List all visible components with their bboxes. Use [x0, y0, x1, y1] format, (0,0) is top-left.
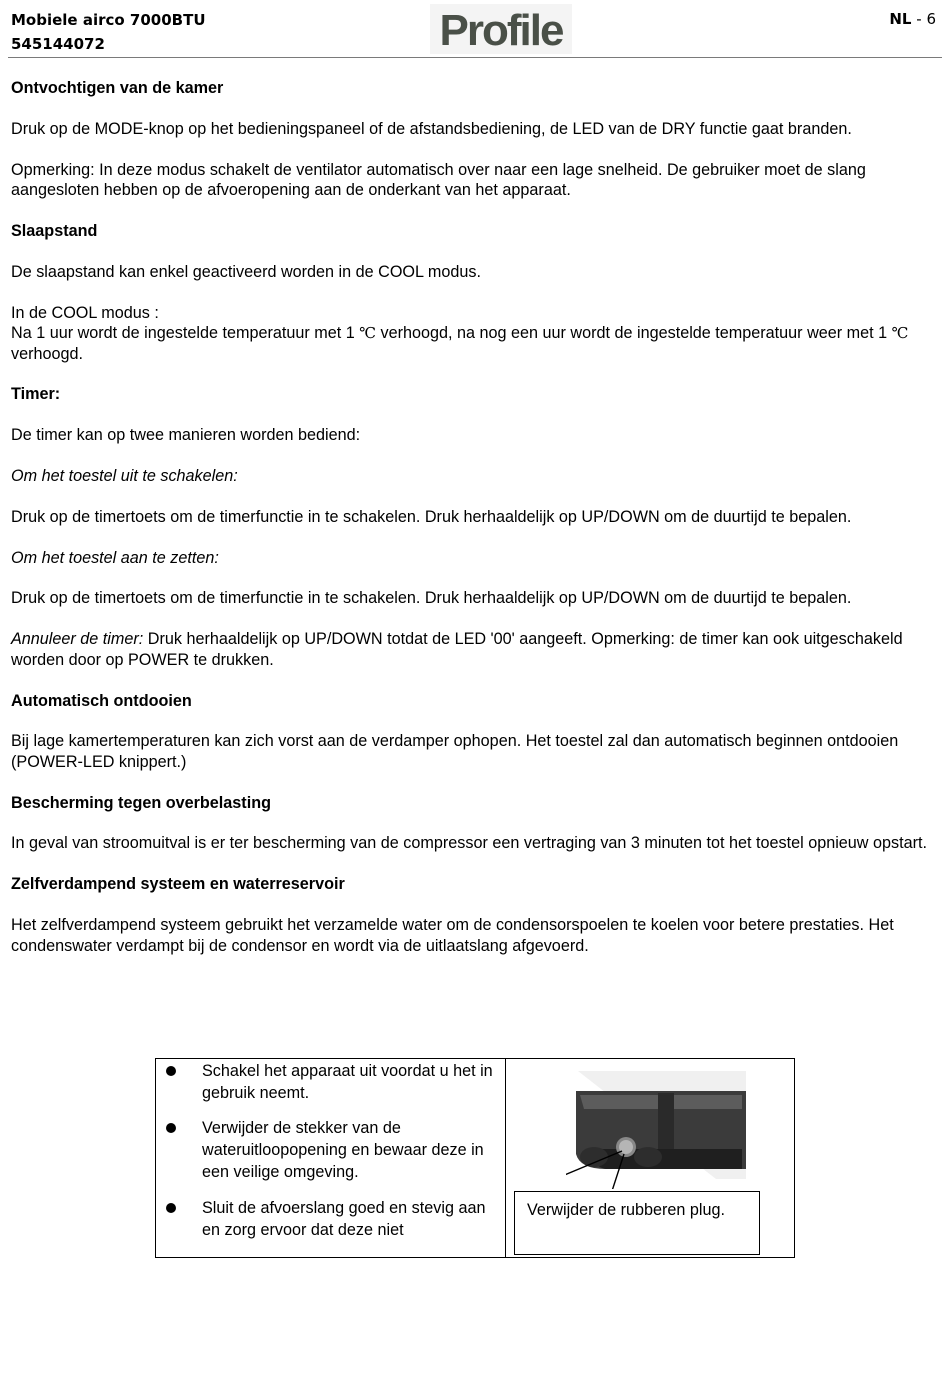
- heading-overload: Bescherming tegen overbelasting: [11, 793, 271, 812]
- sleep-text-2: [11, 303, 936, 365]
- overload-text: In geval van stroomuitval is er ter bescherming van de compressor een vertraging van 3 minuten tot het toestel opnieuw opstart.: [11, 834, 927, 853]
- page-num: 6: [926, 10, 936, 28]
- sleep-cool-label: In de COOL modus :: [11, 303, 159, 322]
- timer-cancel-text: Druk herhaaldelijk op UP/DOWN totdat de LED '00' aangeeft. Opmerking: de timer kan ook uitgeschakeld worden door op POWER te drukken.: [11, 630, 903, 669]
- sleep-text-1: De slaapstand kan enkel geactiveerd worden in de COOL modus.: [11, 262, 482, 281]
- heading-defrost: Automatisch ontdooien: [11, 691, 192, 710]
- timer-cancel-label: Annuleer de timer:: [11, 630, 144, 649]
- celsius-symbol: ℃: [359, 324, 377, 343]
- sleep-text-b: verhoogd, na nog een uur wordt de ingestelde temperatuur weer met 1: [376, 324, 892, 343]
- list-item-text: Sluit de afvoerslang goed en stevig aan en zorg ervoor dat deze niet: [202, 1199, 486, 1239]
- list-item-text: Verwijder de stekker van de wateruitloopopening en bewaar deze in een veilige omgeving.: [202, 1119, 484, 1181]
- language-code: NL: [889, 10, 912, 28]
- header-divider: [8, 57, 942, 58]
- timer-on-text: Druk op de timertoets om de timerfunctie in te schakelen. Druk herhaaldelijk op UP/DOWN om de duurtijd te bepalen.: [11, 589, 852, 608]
- box-divider: [505, 1059, 506, 1257]
- timer-on-title: Om het toestel aan te zetten:: [11, 548, 219, 567]
- dehumidify-text-2: Opmerking: In deze modus schakelt de ventilator automatisch over naar een lage snelheid. De gebruiker moet de slang aangesloten hebben op de afvoeropening aan de onderkant van het apparaat.: [11, 160, 866, 200]
- heading-dehumidify: Ontvochtigen van de kamer: [11, 79, 224, 97]
- timer-off-title: Om het toestel uit te schakelen:: [11, 467, 238, 486]
- product-info: [11, 8, 206, 56]
- sleep-text-c: verhoogd.: [11, 344, 83, 363]
- bullet-icon: [166, 1203, 176, 1213]
- defrost-text: Bij lage kamertemperaturen kan zich vorst aan de verdamper ophopen. Het toestel zal dan automatisch beginnen ontdooien (POWER-LED knippert.): [11, 732, 899, 771]
- bullet-icon: [166, 1066, 176, 1076]
- page-number: [889, 10, 936, 28]
- instruction-box: [155, 1058, 795, 1258]
- list-item-text: Schakel het apparaat uit voordat u het in gebruik neemt.: [202, 1062, 493, 1102]
- timer-off-text: Druk op de timertoets om de timerfunctie in te schakelen. Druk herhaaldelijk op UP/DOWN om de duurtijd te bepalen.: [11, 507, 852, 526]
- celsius-symbol: ℃: [891, 324, 909, 343]
- sleep-text-a: Na 1 uur wordt de ingestelde temperatuur met 1: [11, 324, 360, 343]
- logo-text: Profile: [439, 6, 563, 54]
- caption-text: Verwijder de rubberen plug.: [527, 1201, 725, 1219]
- product-model: Mobiele airco 7000BTU: [11, 11, 206, 29]
- selfevap-text: Het zelfverdampend systeem gebruikt het verzamelde water om de condensorspoelen te koelen voor betere prestaties. Het condenswater verdampt bij de condensor en wordt via de uitlaatslang afgevoerd.: [11, 916, 894, 955]
- timer-intro: De timer kan op twee manieren worden bediend:: [11, 426, 361, 445]
- caption-box: [514, 1191, 760, 1255]
- timer-cancel: [11, 629, 936, 670]
- rubber-plug-photo: [566, 1069, 746, 1189]
- dehumidify-text-1: Druk op de MODE-knop op het bedieningspaneel of de afstandsbediening, de LED van de DRY functie gaat branden.: [11, 119, 852, 138]
- page-header: [0, 0, 950, 58]
- profile-logo: [430, 4, 572, 54]
- bullet-icon: [166, 1123, 176, 1133]
- manual-content: [11, 78, 936, 976]
- heading-sleep: Slaapstand: [11, 221, 98, 240]
- heading-timer: Timer:: [11, 385, 61, 404]
- product-code: 545144072: [11, 35, 105, 53]
- page-separator: -: [911, 10, 927, 28]
- heading-selfevap: Zelfverdampend systeem en waterreservoir: [11, 875, 345, 894]
